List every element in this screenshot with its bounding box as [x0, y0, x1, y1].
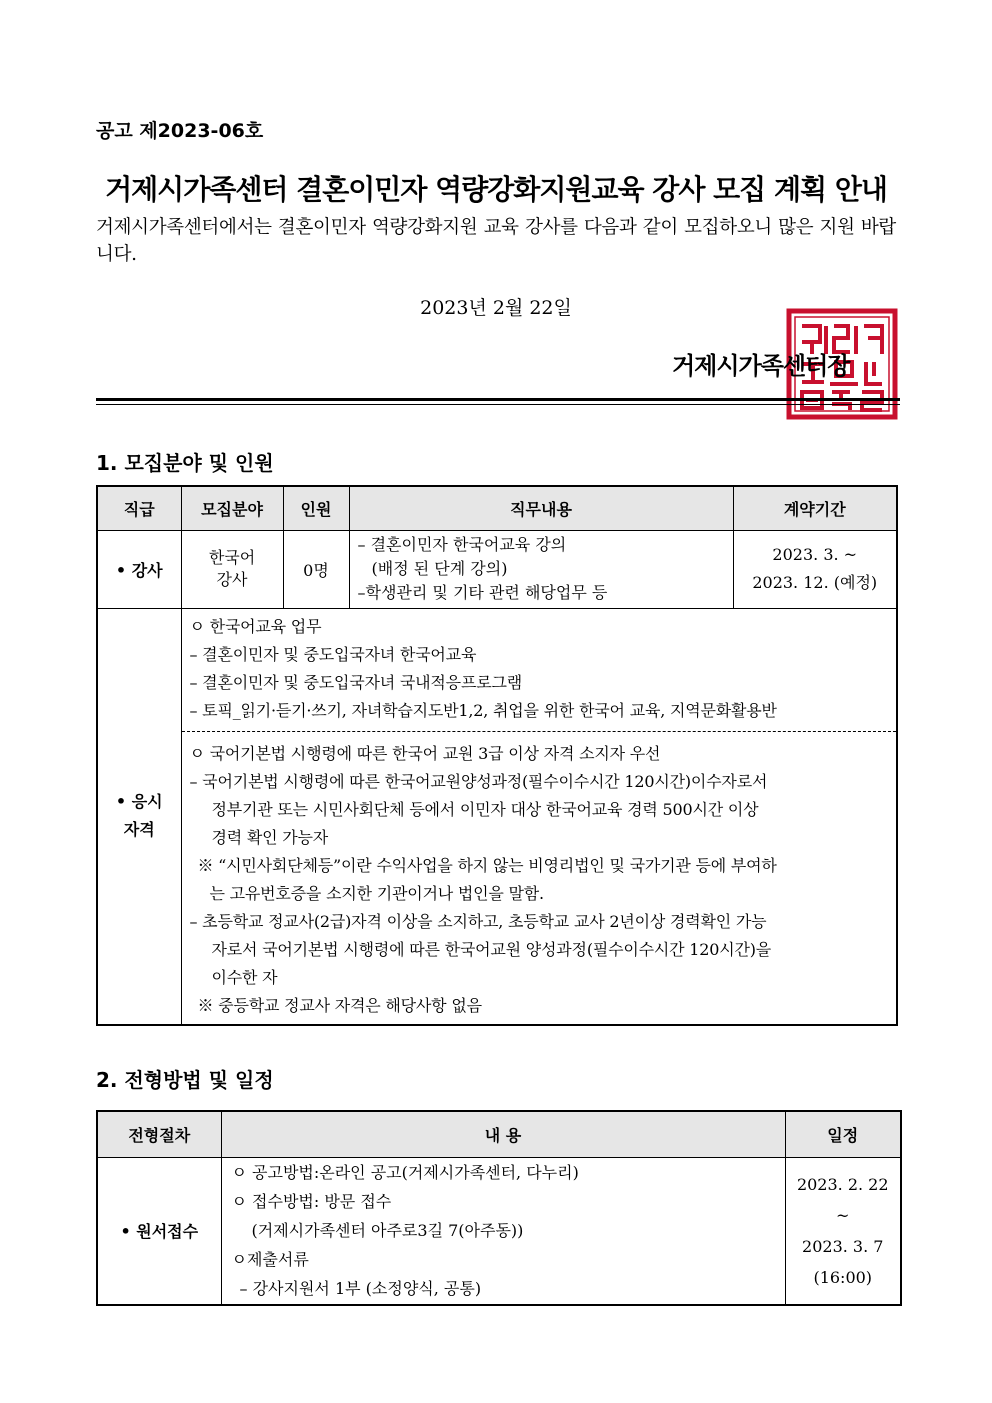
duty-line: –학생관리 및 기타 관련 해당업무 등 [357, 583, 608, 602]
dotted-divider [182, 731, 897, 732]
step-cell: • 원서접수 [97, 1157, 221, 1305]
content-line: – 강사지원서 1부 (소정양식, 공통) [239, 1279, 482, 1299]
requirement-item: 경력 확인 가능자 [211, 827, 329, 847]
header-field: 모집분야 [181, 486, 283, 530]
period-cell [733, 530, 897, 608]
table-header-row [97, 1111, 901, 1157]
duty-item: – 토픽_읽기·듣기·쓰기, 자녀학습지도반1,2, 취업을 위한 한국어 교육, 지역문화활용반 [189, 700, 777, 720]
table-row [97, 530, 897, 608]
rank-cell: • 강사 [97, 530, 181, 608]
header-period: 계약기간 [733, 486, 897, 530]
duty-item: – 결혼이민자 및 중도입국자녀 한국어교육 [189, 644, 477, 664]
duty-cell [349, 530, 733, 608]
schedule-line: 2023. 2. 22 [796, 1174, 889, 1194]
duty-line: – 결혼이민자 한국어교육 강의 [357, 535, 567, 554]
notice-date: 2023년 2월 22일 [420, 297, 572, 319]
qualification-row [97, 608, 897, 1025]
period-line: 2023. 12. (예정) [752, 573, 878, 592]
duty-item: – 결혼이민자 및 중도입국자녀 국내적응프로그램 [189, 672, 522, 692]
requirement-item: ㅇ 국어기본법 시행령에 따른 한국어 교원 3급 이상 자격 소지자 우선 [189, 743, 661, 763]
content-line: (거제시가족센터 아주로3길 7(아주동)) [251, 1221, 524, 1241]
divider-thick [96, 398, 900, 401]
note-item: ※ “시민사회단체등”이란 수익사업을 하지 않는 비영리법인 및 국가기관 등에 부여하 [197, 855, 777, 875]
duty-item: ㅇ 한국어교육 업무 [189, 616, 322, 636]
header-count: 인원 [283, 486, 349, 530]
schedule-table [96, 1110, 902, 1306]
header-rank: 직급 [97, 486, 181, 530]
intro-text: 거제시가족센터에서는 결혼이민자 역량강화지원 교육 강사를 다음과 같이 모집하오니 많은 지원 바랍니다. [96, 217, 896, 265]
schedule-cell [785, 1157, 901, 1305]
field-cell [181, 530, 283, 608]
divider-thin [96, 404, 900, 405]
content-line: ㅇ 접수방법: 방문 접수 [231, 1192, 392, 1212]
recruitment-table [96, 485, 898, 1026]
schedule-line: ~ [836, 1205, 850, 1225]
field-line: 한국어 [208, 548, 256, 567]
content-line: ㅇ제출서류 [231, 1250, 309, 1270]
qualification-label-line: 자격 [123, 820, 155, 839]
content-cell [221, 1157, 785, 1305]
header-schedule: 일정 [785, 1111, 901, 1157]
table-row [97, 1157, 901, 1305]
field-line: 강사 [216, 570, 248, 589]
section-2-title: 2. 전형방법 및 일정 [96, 1068, 274, 1092]
note-item: 는 고유번호증을 소지한 기관이거나 법인을 말함. [209, 883, 544, 903]
requirement-item: – 초등학교 정교사(2급)자격 이상을 소지하고, 초등학교 교사 2년이상 경력확인 가능 [189, 911, 767, 931]
notice-number: 공고 제2023-06호 [96, 120, 264, 142]
period-line: 2023. 3. ~ [772, 545, 858, 564]
schedule-line: 2023. 3. 7 [802, 1236, 884, 1256]
requirement-item: 자로서 국어기본법 시행령에 따른 한국어교원 양성과정(필수이수시간 120시간)을 [211, 939, 772, 959]
note-item: ※ 중등학교 정교사 자격은 해당사항 없음 [197, 995, 482, 1015]
table-header-row [97, 486, 897, 530]
qualification-content [181, 608, 897, 1025]
page-title: 거제시가족센터 결혼이민자 역량강화지원교육 강사 모집 계획 안내 [105, 173, 887, 206]
qualification-label [97, 608, 181, 1025]
header-step: 전형절차 [97, 1111, 221, 1157]
duty-line: (배정 된 단계 강의) [371, 559, 508, 578]
header-duty: 직무내용 [349, 486, 733, 530]
requirement-item: – 국어기본법 시행령에 따른 한국어교원양성과정(필수이수시간 120시간)이수자로서 [189, 771, 768, 791]
schedule-line: (16:00) [813, 1267, 873, 1287]
requirement-item: 이수한 자 [211, 967, 278, 987]
qualification-label-line: • 응시 [115, 792, 163, 811]
signer-name: 거제시가족센터장 [672, 352, 850, 380]
section-1-title: 1. 모집분야 및 인원 [96, 451, 274, 475]
content-line: ㅇ 공고방법:온라인 공고(거제시가족센터, 다누리) [231, 1163, 579, 1183]
requirement-item: 정부기관 또는 시민사회단체 등에서 이민자 대상 한국어교육 경력 500시간 이상 [211, 799, 759, 819]
count-cell: 0명 [283, 530, 349, 608]
header-content: 내 용 [221, 1111, 785, 1157]
